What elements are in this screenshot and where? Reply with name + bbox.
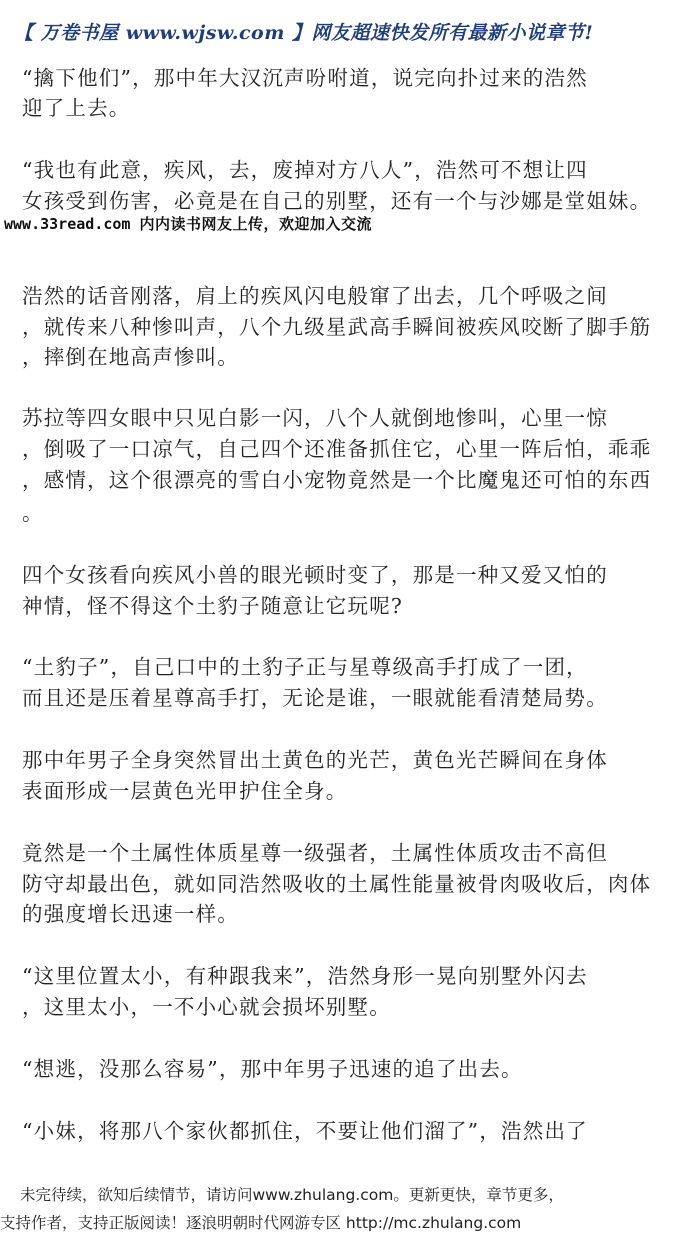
- body-text-line: 神情，怪不得这个土豹子随意让它玩呢?: [22, 594, 404, 618]
- site-header-banner: 【 万卷书屋 www.wjsw.com 】网友超速快发所有最新小说章节!: [14, 22, 594, 44]
- body-text-line: ，就传来八种惨叫声，八个九级星武高手瞬间被疾风咬断了脚手筋: [22, 315, 652, 339]
- body-text-line: “擒下他们”，那中年大汉沉声吩咐道，说完向扑过来的浩然: [22, 66, 588, 90]
- watermark-url[interactable]: www.33read.com: [4, 215, 131, 233]
- body-text-line: ，感情，这个很漂亮的雪白小宠物竟然是一个比魔鬼还可怕的东西: [22, 468, 652, 492]
- body-text-line: 苏拉等四女眼中只见白影一闪，八个人就倒地惨叫，心里一惊: [22, 406, 608, 430]
- body-text-line: “土豹子”，自己口中的土豹子正与星尊级高手打成了一团，: [22, 655, 588, 679]
- body-text-line: 四个女孩看向疾风小兽的眼光顿时变了，那是一种又爱又怕的: [22, 563, 608, 587]
- body-text-line: 迎了上去。: [22, 96, 131, 120]
- watermark-text: 内内读书网友上传，欢迎加入交流: [139, 215, 372, 233]
- body-text-line: ，这里太小，一不小心就会损坏别墅。: [22, 995, 391, 1019]
- body-text-line: 。: [22, 501, 44, 525]
- body-text-line: “想逃，没那么容易”，那中年男子迅速的追了出去。: [22, 1057, 523, 1081]
- body-text-line: “我也有此意，疾风，去，废掉对方八人”，浩然可不想让四: [22, 158, 588, 182]
- body-text-line: 的强度增长迅速一样。: [22, 902, 239, 926]
- body-text-line: 防守却最出色，就如同浩然吸收的土属性能量被骨肉吸收后，肉体: [22, 872, 652, 896]
- footer-notice-line-2: 支持作者，支持正版阅读！逐浪明朝时代网游专区 http://mc.zhulang.com: [0, 1214, 522, 1232]
- body-text-line: “这里位置太小，有种跟我来”，浩然身形一晃向别墅外闪去: [22, 964, 588, 988]
- body-text-line: 浩然的话音刚落，肩上的疾风闪电般窜了出去，几个呼吸之间: [22, 284, 608, 308]
- body-text-line: “小妹，将那八个家伙都抓住，不要让他们溜了”，浩然出了: [22, 1119, 588, 1143]
- body-text-line: 女孩受到伤害，必竟是在自己的别墅，还有一个与沙娜是堂姐妹。: [22, 189, 652, 213]
- body-text-line: 竟然是一个土属性体质星尊一级强者，土属性体质攻击不高但: [22, 841, 608, 865]
- upload-watermark: [4, 213, 372, 234]
- body-text-line: ，摔倒在地高声惨叫。: [22, 345, 239, 369]
- body-text-line: ，倒吸了一口凉气，自己四个还准备抓住它，心里一阵后怕，乖乖: [22, 437, 652, 461]
- footer-notice-line-1: 未完待续，欲知后续情节，请访问www.zhulang.com。更新更快，章节更多，: [20, 1186, 564, 1204]
- body-text-line: 而且还是压着星尊高手打，无论是谁，一眼就能看清楚局势。: [22, 686, 608, 710]
- body-text-line: 表面形成一层黄色光甲护住全身。: [22, 779, 348, 803]
- body-text-line: 那中年男子全身突然冒出土黄色的光芒，黄色光芒瞬间在身体: [22, 748, 608, 772]
